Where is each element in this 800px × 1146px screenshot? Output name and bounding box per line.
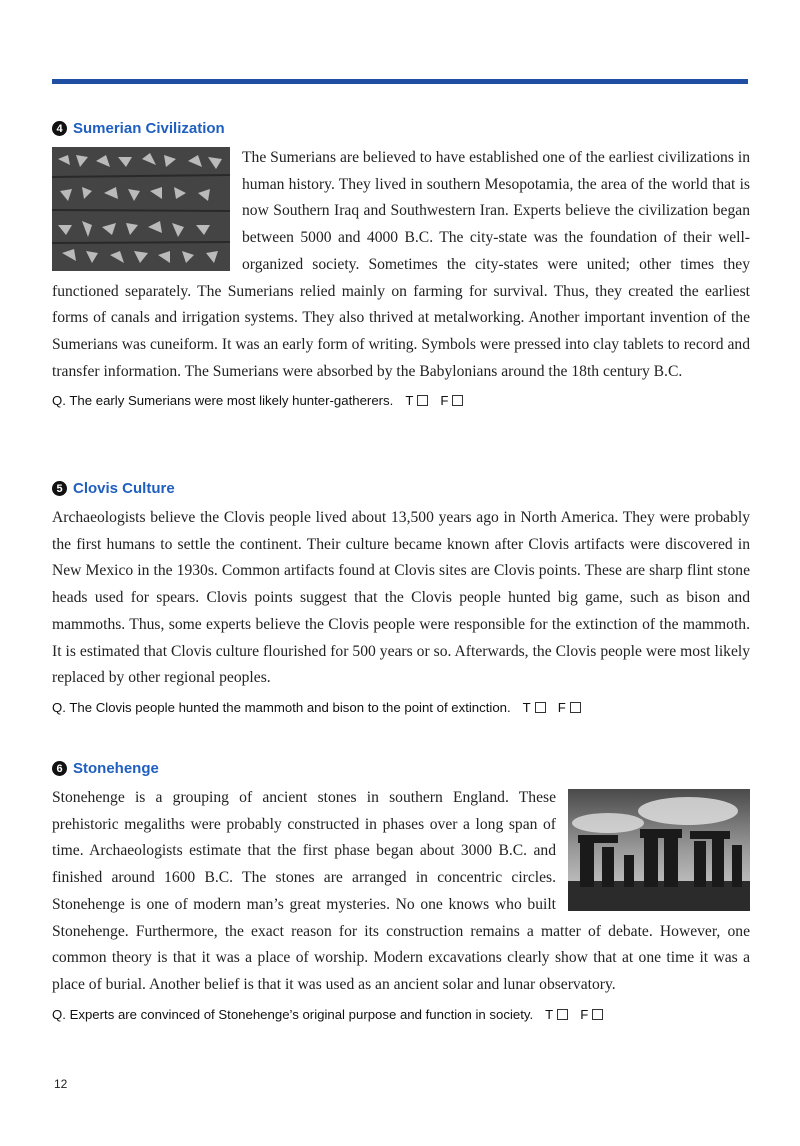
section-body-text: The Sumerians are believed to have established one of the earliest civilizations in human history. They lived in southern Mesopotamia, the area of the world that is now Southern Iraq and Southwestern Iran. Experts believe the civilization began between 5000 and 4000 B.C. The city-state was the foundation of their well-organized society. Sometimes the city-states were united; other times they functioned separately. The Sumerians relied mainly on farming for survival. Thus, they created the earliest forms of canals and irrigation systems. They also thrived at metalworking. Another important invention of the Sumerians was cuneiform. It was an early form of writing. Symbols were pressed into clay tablets to record and transfer information. The Sumerians were absorbed by the Babylonians around the 18th century B.C. (52, 149, 750, 380)
true-label: T (405, 393, 414, 409)
section-heading (52, 480, 750, 497)
true-label: T (522, 699, 531, 715)
section-number-badge: 6 (52, 761, 67, 776)
false-option[interactable] (440, 393, 463, 408)
section-heading (52, 760, 750, 777)
section-body (52, 505, 750, 692)
section-body (52, 785, 750, 999)
false-checkbox[interactable] (592, 1009, 603, 1020)
true-checkbox[interactable] (535, 702, 546, 713)
section-title: Sumerian Civilization (73, 120, 225, 137)
section-body (52, 145, 750, 385)
false-checkbox[interactable] (452, 395, 463, 406)
false-label: F (440, 393, 449, 409)
false-option[interactable] (558, 700, 581, 715)
section-heading (52, 120, 750, 137)
false-label: F (557, 699, 566, 715)
top-rule (52, 79, 748, 84)
true-option[interactable] (523, 700, 546, 715)
true-label: T (545, 1006, 554, 1022)
section-title: Stonehenge (73, 760, 159, 777)
false-option[interactable] (580, 1007, 603, 1022)
false-label: F (580, 1006, 589, 1022)
stonehenge-photo (568, 789, 750, 911)
question-text: Q. Experts are convinced of Stonehenge’s original purpose and function in society. (52, 1006, 534, 1022)
true-option[interactable] (545, 1007, 568, 1022)
true-false-question (52, 1007, 750, 1022)
section-clovis (52, 480, 750, 715)
cuneiform-tablet-image (52, 147, 230, 271)
section-body-text: Stonehenge is a grouping of ancient stones in southern England. These prehistoric megaliths were probably constructed in phases over a long span of time. Archaeologists estimate that the first phase began about 3000 B.C. and finished around 1600 B.C. The stones are arranged in concentric circles. Stonehenge is one of modern man’s great mysteries. No one knows who built Stonehenge. Furthermore, the exact reason for its construction remains a matter of debate. However, one common theory is that it was a place of worship. Modern excavations clearly show that at one time it was a place of burial. Another belief is that it was used as an ancient solar and lunar observatory. (52, 789, 750, 993)
question-text: Q. The Clovis people hunted the mammoth and bison to the point of extinction. (52, 699, 511, 715)
true-checkbox[interactable] (417, 395, 428, 406)
true-checkbox[interactable] (557, 1009, 568, 1020)
true-false-question (52, 700, 750, 715)
question-text: Q. The early Sumerians were most likely hunter-gatherers. (52, 393, 394, 409)
true-option[interactable] (405, 393, 428, 408)
page-number: 12 (54, 1077, 68, 1091)
section-number-badge: 5 (52, 481, 67, 496)
section-body-text: Archaeologists believe the Clovis people lived about 13,500 years ago in North America. They were probably the first humans to settle the continent. Their culture became known after Clovis artifacts were discovered in New Mexico in the 1930s. Common artifacts found at Clovis sites are Clovis points. These are sharp flint stone heads used for spears. Clovis points suggest that the Clovis people hunted big game, such as bison and mammoths. Thus, some experts believe the Clovis people were responsible for the extinction of the mammoth. It is estimated that Clovis culture flourished for 500 years or so. Afterwards, the Clovis people were most likely replaced by other regional peoples. (52, 509, 750, 687)
section-stonehenge (52, 760, 750, 1022)
section-sumerian (52, 120, 750, 408)
section-title: Clovis Culture (73, 480, 175, 497)
section-number-badge: 4 (52, 121, 67, 136)
false-checkbox[interactable] (570, 702, 581, 713)
true-false-question (52, 393, 750, 408)
